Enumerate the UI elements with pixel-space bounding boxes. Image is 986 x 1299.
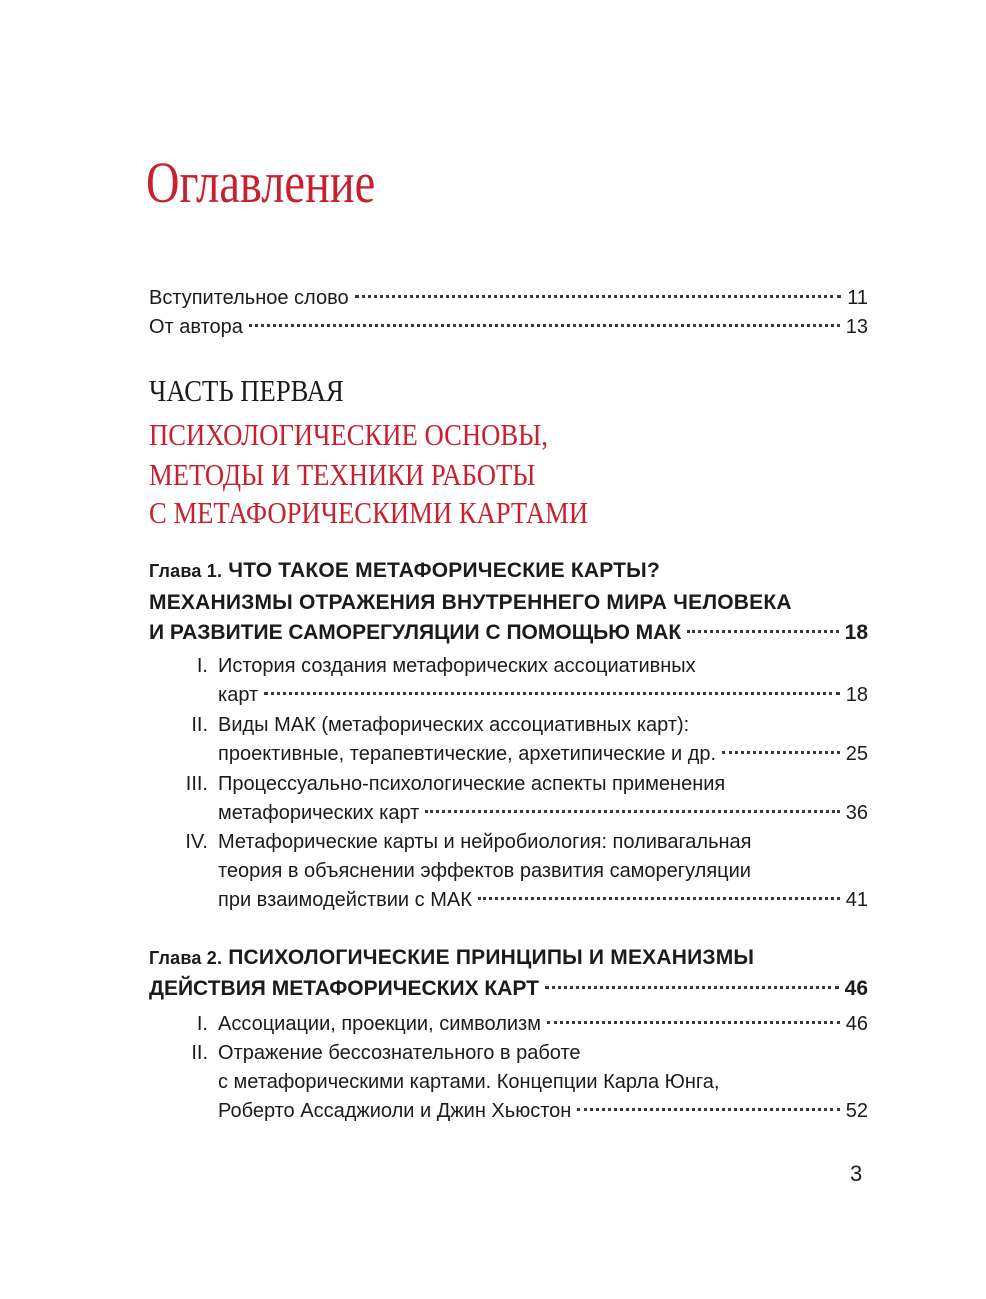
chapter-title-line: И РАЗВИТИЕ САМОРЕГУЛЯЦИИ С ПОМОЩЬЮ МАК [149,621,682,644]
dot-leader [355,295,842,298]
toc-page-number: 13 [845,316,868,338]
section-entry[interactable] [218,681,868,710]
toc-page-number: 25 [845,743,868,765]
section-title-line: Роберто Ассаджиоли и Джин Хьюстон [218,1100,572,1122]
toc-entry-label: От автора [149,316,243,338]
section-title-line[interactable]: Виды МАК (метафорических ассоциативных карт): [218,714,690,736]
dot-leader [687,630,838,633]
section-number: I. [196,1013,208,1035]
dot-leader [577,1108,839,1111]
chapter-2-last-line[interactable] [149,974,868,1004]
toc-page-number: 18 [845,684,868,706]
section-entry[interactable] [218,1010,868,1039]
section-title-line: метафорических карт [218,802,420,824]
section-number: I. [196,655,208,677]
toc-entry-from-author[interactable] [149,313,868,342]
section-title-line: проективные, терапевтические, архетипические и др. [218,743,717,765]
page-number: 3 [850,1161,863,1186]
part-title-line: ПСИХОЛОГИЧЕСКИЕ ОСНОВЫ, [149,417,549,452]
chapter-prefix: Глава 1. [149,561,223,581]
section-title-line: при взаимодействии с МАК [218,889,472,911]
toc-page-number: 46 [845,1013,868,1035]
toc-page-number: 41 [845,889,868,911]
toc-page-number: 46 [844,977,868,1000]
section-title-line[interactable]: Отражение бессознательного в работе [218,1042,581,1064]
section-entry[interactable] [218,886,868,915]
chapter-1-last-line[interactable] [149,618,868,648]
toc-page-number: 18 [844,621,868,644]
toc-page-number: 11 [847,287,868,309]
section-title-line[interactable]: теория в объяснении эффектов развития саморегуляции [218,860,751,882]
section-number: II. [191,714,208,736]
section-title-line[interactable]: Метафорические карты и нейробиология: поливагальная [218,831,752,853]
part-label: ЧАСТЬ ПЕРВАЯ [149,373,344,408]
section-title-line: карт [218,684,259,706]
chapter-title-line: МЕХАНИЗМЫ ОТРАЖЕНИЯ ВНУТРЕННЕГО МИРА ЧЕЛОВЕКА [149,591,792,614]
toc-entry-label: Вступительное слово [149,287,349,309]
chapter-prefix: Глава 2. [149,948,223,968]
dot-leader [478,897,840,900]
toc-page-number: 36 [845,802,868,824]
section-title-line[interactable]: История создания метафорических ассоциативных [218,655,696,677]
section-entry[interactable] [218,1097,868,1126]
section-number: II. [191,1042,208,1064]
chapter-title-line: ЧТО ТАКОЕ МЕТАФОРИЧЕСКИЕ КАРТЫ? [228,559,660,582]
dot-leader [545,986,839,989]
dot-leader [425,810,839,813]
section-number: IV. [185,831,208,853]
chapter-title-line: ПСИХОЛОГИЧЕСКИЕ ПРИНЦИПЫ И МЕХАНИЗМЫ [228,946,755,969]
dot-leader [547,1021,840,1024]
page-title: Оглавление [146,150,376,215]
section-title-line[interactable]: Процессуально-психологические аспекты применения [218,773,726,795]
chapter-title-line: ДЕЙСТВИЯ МЕТАФОРИЧЕСКИХ КАРТ [149,977,539,1000]
section-title-line: Ассоциации, проекции, символизм [218,1013,541,1035]
toc-entry-foreword[interactable] [149,284,868,313]
section-title-line[interactable]: с метафорическими картами. Концепции Карла Юнга, [218,1071,720,1093]
part-title-line: МЕТОДЫ И ТЕХНИКИ РАБОТЫ [149,457,536,492]
section-number: III. [185,773,208,795]
dot-leader [264,692,840,695]
toc-page-number: 52 [845,1100,868,1122]
dot-leader [722,751,840,754]
part-title-line: С МЕТАФОРИЧЕСКИМИ КАРТАМИ [149,495,589,530]
dot-leader [249,324,840,327]
chapter-1-heading[interactable] [149,556,660,586]
section-entry[interactable] [218,740,868,769]
chapter-2-heading[interactable] [149,943,754,973]
section-entry[interactable] [218,799,868,828]
